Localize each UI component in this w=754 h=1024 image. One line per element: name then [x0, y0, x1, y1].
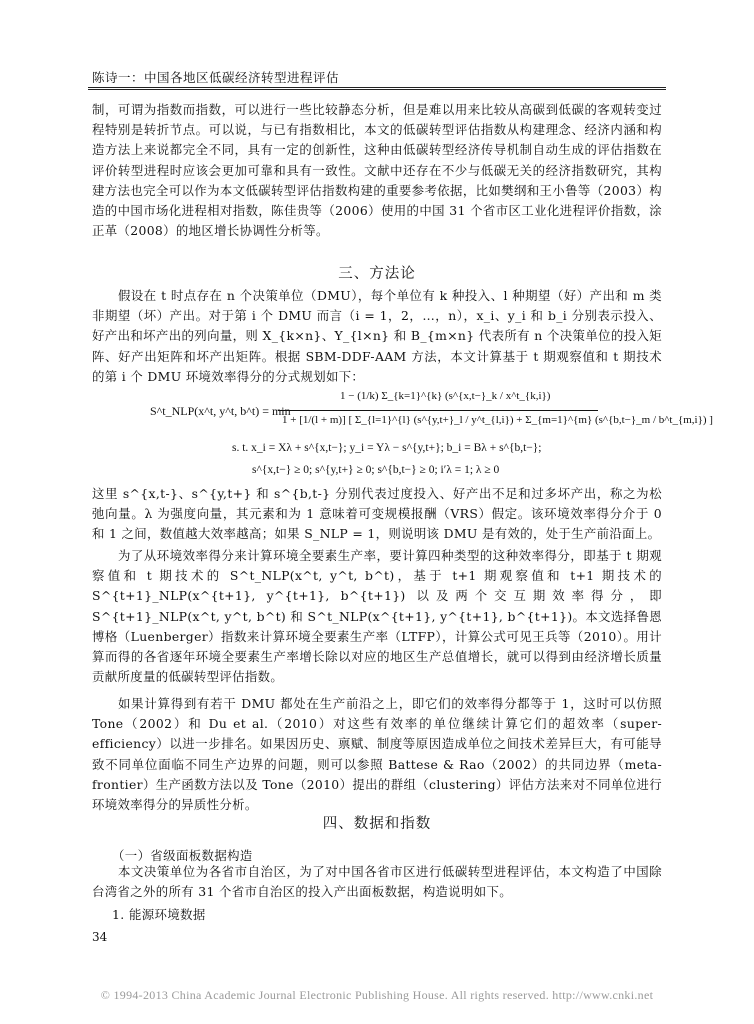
- formula-lhs: S^t_NLP(x^t, y^t, b^t) = min: [150, 404, 291, 418]
- item-heading-energy: 1. 能源环境数据: [112, 907, 206, 922]
- formula-constraint-2: s^{x,t−} ≥ 0; s^{y,t+} ≥ 0; s^{b,t−} ≥ 0; i′λ = 1; λ ≥ 0: [252, 464, 500, 476]
- paragraph-super-efficiency: 如果计算得到有若干 DMU 都处在生产前沿之上，即它们的效率得分都等于 1，这时可以仿照 Tone（2002）和 Du et al.（2010）对这些有效率的单位继续计算它们的超效率（super-efficiency）以进一步排名。如果因历史、禀赋、制度等原因造成单位之间技术差异巨大，有可能导致不同单位面临不同生产边界的问题，则可以参照 Battese & Rao（2002）的共同边界（meta-frontier）生产函数方法以及 Tone（2010）提出的群组（clustering）评估方法来对不同单位进行环境效率得分的异质性分析。: [92, 696, 662, 813]
- header-rule-bottom: [88, 89, 666, 90]
- paragraph-panel-data: 本文决策单位为各省市自治区，为了对中国各省市区进行低碳转型进程评估，本文构造了中国除台湾省之外的所有 31 个省市自治区的投入产出面板数据，构造说明如下。: [92, 864, 662, 900]
- page-number: 34: [92, 930, 108, 944]
- paragraph-slack: 这里 s^{x,t-}、s^{y,t+} 和 s^{b,t-} 分别代表过度投入、好产出不足和过多坏产出，称之为松弛向量。λ 为强度向量，其元素和为 1 意味着可变规模报酬（VRS）假定。该环境效率得分介于 0 和 1 之间，数值越大效率越高；如果 S_NLP = 1，则说明该 DMU 是有效的，处于生产前沿面上。: [92, 486, 662, 542]
- section-heading-data: 四、数据和指数: [322, 816, 432, 832]
- formula-constraint-1: s. t. x_i = Xλ + s^{x,t−}; y_i = Yλ − s^{y,t+}; b_i = Bλ + s^{b,t−};: [232, 442, 542, 454]
- subsection-heading-panel: （一）省级面板数据构造: [112, 848, 253, 863]
- copyright-footer: © 1994-2013 China Academic Journal Electronic Publishing House. All rights reserved. http://www.cnki.net: [100, 988, 654, 1002]
- formula-numerator: 1 − (1/k) Σ_{k=1}^{k} (s^{x,t−}_k / x^t_{k,i}): [340, 390, 551, 402]
- running-header: 陈诗一：中国各地区低碳经济转型进程评估: [92, 70, 340, 85]
- fraction-bar: [278, 410, 598, 411]
- paragraph-tfp: 为了从环境效率得分来计算环境全要素生产率，要计算四种类型的这种效率得分，即基于 t 期观察值和 t 期技术的 S^t_NLP(x^t, y^t, b^t)，基于 t+1 期观察值和 t+1 期技术的 S^{t+1}_NLP(x^{t+1}, y^{t+1}, b^{t+1}) 以及两个交互期效率得分，即 S^{t+1}_NLP(x^t, y^t, b^t) 和 S^t_NLP(x^{t+1}, y^{t+1}, b^{t+1})。本文选择鲁恩博格（Luenberger）指数来计算环境全要素生产率（LTFP），计算公式可见王兵等（2010）。用计算而得的各省逐年环境全要素生产率增长除以对应的地区生产总值增长，就可以得到由经济增长质量贡献所度量的低碳转型评估指数。: [92, 548, 662, 685]
- paragraph-assumption: 假设在 t 时点存在 n 个决策单位（DMU），每个单位有 k 种投入、l 种期望（好）产出和 m 类非期望（坏）产出。对于第 i 个 DMU 而言（i = 1，2，…，n），x_i、y_i 和 b_i 分别表示投入、好产出和坏产出的列向量，则 X_{k×n}、Y_{l×n} 和 B_{m×n} 代表所有 n 个决策单位的投入矩阵、好产出矩阵和坏产出矩阵。根据 SBM-DDF-AAM 方法，本文计算基于 t 期观察值和 t 期技术的第 i 个 DMU 环境效率得分的分式规划如下：: [92, 288, 662, 384]
- paragraph-literature: 制，可谓为指数而指数，可以进行一些比较静态分析，但是难以用来比较从高碳到低碳的客观转变过程特别是转折节点。可以说，与已有指数相比，本文的低碳转型评估指数从构建理念、经济内涵和构造方法上来说都完全不同，具有一定的创新性，这种由低碳转型经济传导机制自动生成的评估指数在评价转型进程时应该会更加可靠和具有一致性。文献中还存在不少与低碳无关的经济指数研究，其构建方法也完全可以作为本文低碳转型评估指数构建的重要参考依据，比如樊纲和王小鲁等（2003）构造的中国市场化进程相对指数，陈佳贵等（2006）使用的中国 31 个省市区工业化进程评价指数，涂正革（2008）的地区增长协调性分析等。: [92, 102, 662, 239]
- header-rule-top: [88, 87, 666, 88]
- section-heading-methodology: 三、方法论: [338, 266, 416, 282]
- formula-denominator: 1 + [1/(l + m)] [ Σ_{l=1}^{l} (s^{y,t+}_l / y^t_{l,i}) + Σ_{m=1}^{m} (s^{b,t−}_m / b^t_{m,i}) ]: [282, 414, 713, 426]
